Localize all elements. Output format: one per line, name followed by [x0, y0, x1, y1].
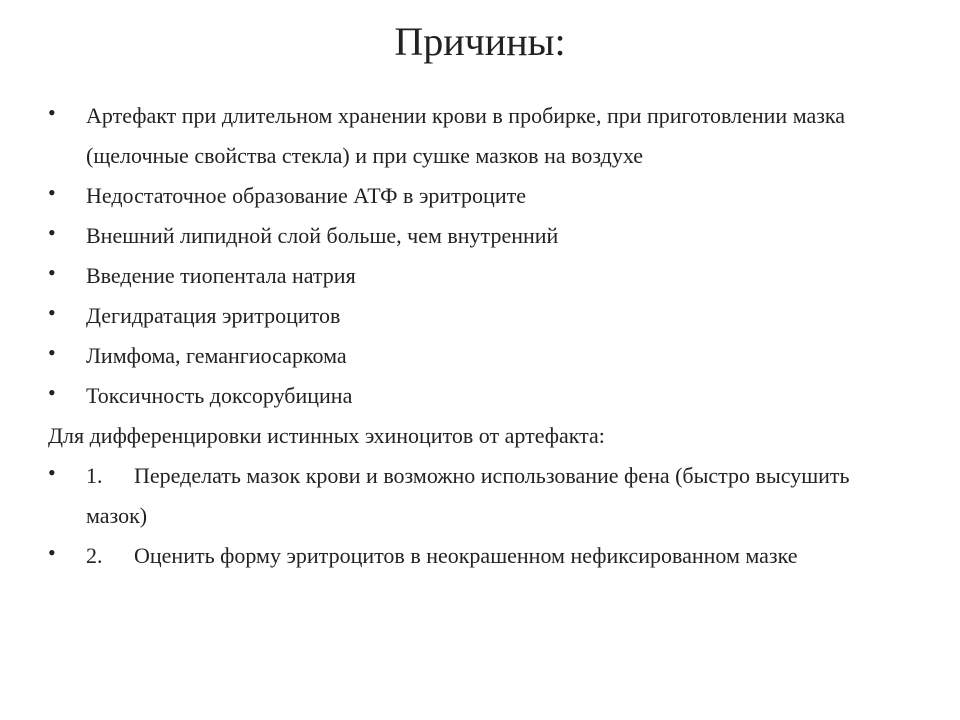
bullet-icon: •	[48, 380, 56, 405]
cause-item	[48, 296, 908, 336]
cause-item	[48, 216, 908, 256]
bullet-icon: •	[48, 340, 56, 365]
differentiation-heading: Для дифференцировки истинных эхиноцитов от артефакта:	[48, 423, 605, 448]
step-number: 2.	[86, 543, 103, 568]
cause-item	[48, 336, 908, 376]
cause-item	[48, 96, 908, 176]
bullet-icon: •	[48, 300, 56, 325]
cause-text: Артефакт при длительном хранении крови в пробирке, при приготовлении мазка (щелочные свойства стекла) и при сушке мазков на воздухе	[86, 103, 846, 168]
step-number: 1.	[86, 463, 103, 488]
cause-text: Токсичность доксорубицина	[86, 383, 353, 408]
step-item	[48, 536, 908, 576]
cause-item	[48, 256, 908, 296]
cause-text: Введение тиопентала натрия	[86, 263, 356, 288]
cause-text: Лимфома, гемангиосаркома	[86, 343, 347, 368]
bullet-icon: •	[48, 540, 56, 565]
bullet-icon: •	[48, 260, 56, 285]
cause-item	[48, 376, 908, 416]
cause-text: Недостаточное образование АТФ в эритроците	[86, 183, 526, 208]
bullet-icon: •	[48, 100, 56, 125]
cause-item	[48, 176, 908, 216]
cause-text: Дегидратация эритроцитов	[86, 303, 341, 328]
step-text: Оценить форму эритроцитов в неокрашенном нефиксированном мазке	[134, 543, 798, 568]
bullet-icon: •	[48, 180, 56, 205]
step-text: Переделать мазок крови и возможно использование фена (быстро высушить мазок)	[86, 463, 850, 528]
bullet-icon: •	[48, 460, 56, 485]
slide-content	[48, 96, 908, 576]
slide-title: Причины:	[394, 19, 566, 64]
bullet-icon: •	[48, 220, 56, 245]
step-item	[48, 456, 908, 536]
cause-text: Внешний липидной слой больше, чем внутренний	[86, 223, 559, 248]
